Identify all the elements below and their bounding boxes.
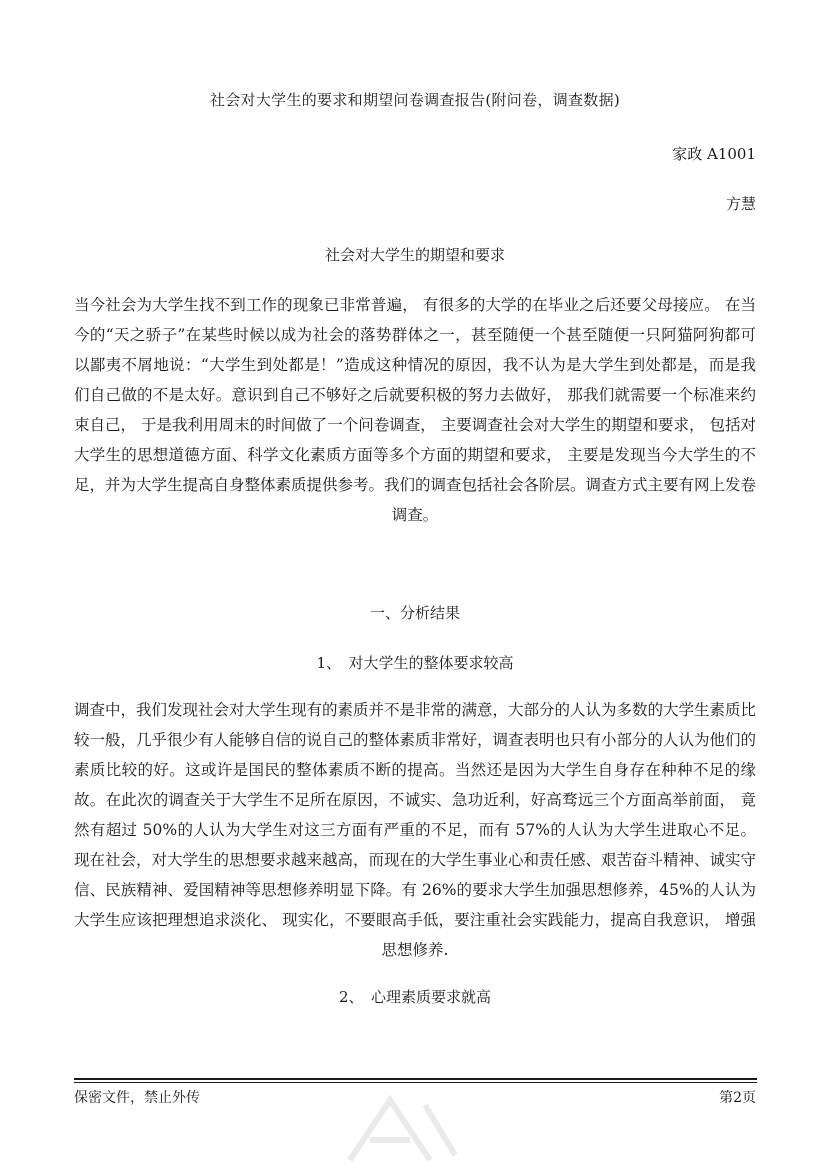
subsection-heading-overall: 1、 对大学生的整体要求较高	[316, 654, 514, 672]
watermark-icon	[330, 1080, 470, 1170]
footer-confidential-note: 保密文件，禁止外传	[74, 1090, 200, 1106]
overall-requirements-paragraph: 调查中，我们发现社会对大学生现有的素质并不是非常的满意，大部分的人认为多数的大学生素质比较一般，几乎很少有人能够自信的说自己的整体素质非常好，调查表明也只有小部分的人认为他们的素质比较的好。这或许是国民的整体素质不断的提高。当然还是因为大学生自身存在种种不足的缘故。在此次的调查关于大学生不足所在原因，不诚实、急功近利，好高骛远三个方面高举前面， 竟然有超过 50%的人认为大学生对这三方面有严重的不足，而有 57%的人认为大学生进取心不足。现在社会，对大学生的思想要求越来越高，而现在的大学生事业心和责任感、艰苦奋斗精神、诚实守信、民族精神、爱国精神等思想修养明显下降。有 26%的要求大学生加强思想修养，45%的人认为大学生应该把理想追求淡化、 现实化，不要眼高手低，要注重社会实践能力，提高自我意识， 增强思想修养.	[74, 701, 757, 959]
report-subtitle: 社会对大学生的期望和要求	[324, 246, 505, 264]
subsection-heading-psychology: 2、 心理素质要求就高	[338, 988, 492, 1006]
document-title: 社会对大学生的要求和期望问卷调查报告(附问卷，调查数据)	[209, 91, 621, 109]
class-label: 家政 A1001	[672, 145, 756, 163]
section-heading-analysis: 一、分析结果	[369, 604, 460, 622]
intro-paragraph: 当今社会为大学生找不到工作的现象已非常普遍， 有很多的大学的在毕业之后还要父母接应。 在当今的“天之骄子”在某些时候以成为社会的落势群体之一，甚至随便一个甚至随便一只阿猫阿狗都可以鄙夷不屑地说：“大学生到处都是！”造成这种情况的原因，我不认为是大学生到处都是，而是我们自己做的不是太好。意识到自己不够好之后就要积极的努力去做好， 那我们就需要一个标准来约束自己， 于是我利用周末的时间做了一个问卷调查， 主要调查社会对大学生的期望和要求， 包括对大学生的思想道德方面、科学文化素质方面等多个方面的期望和要求， 主要是发现当今大学生的不足，并为大学生提高自身整体素质提供参考。我们的调查包括社会各阶层。调查方式主要有网上发卷调查。	[74, 296, 757, 524]
footer-page-number: 第2页	[719, 1090, 756, 1106]
author-name: 方慧	[725, 195, 756, 213]
